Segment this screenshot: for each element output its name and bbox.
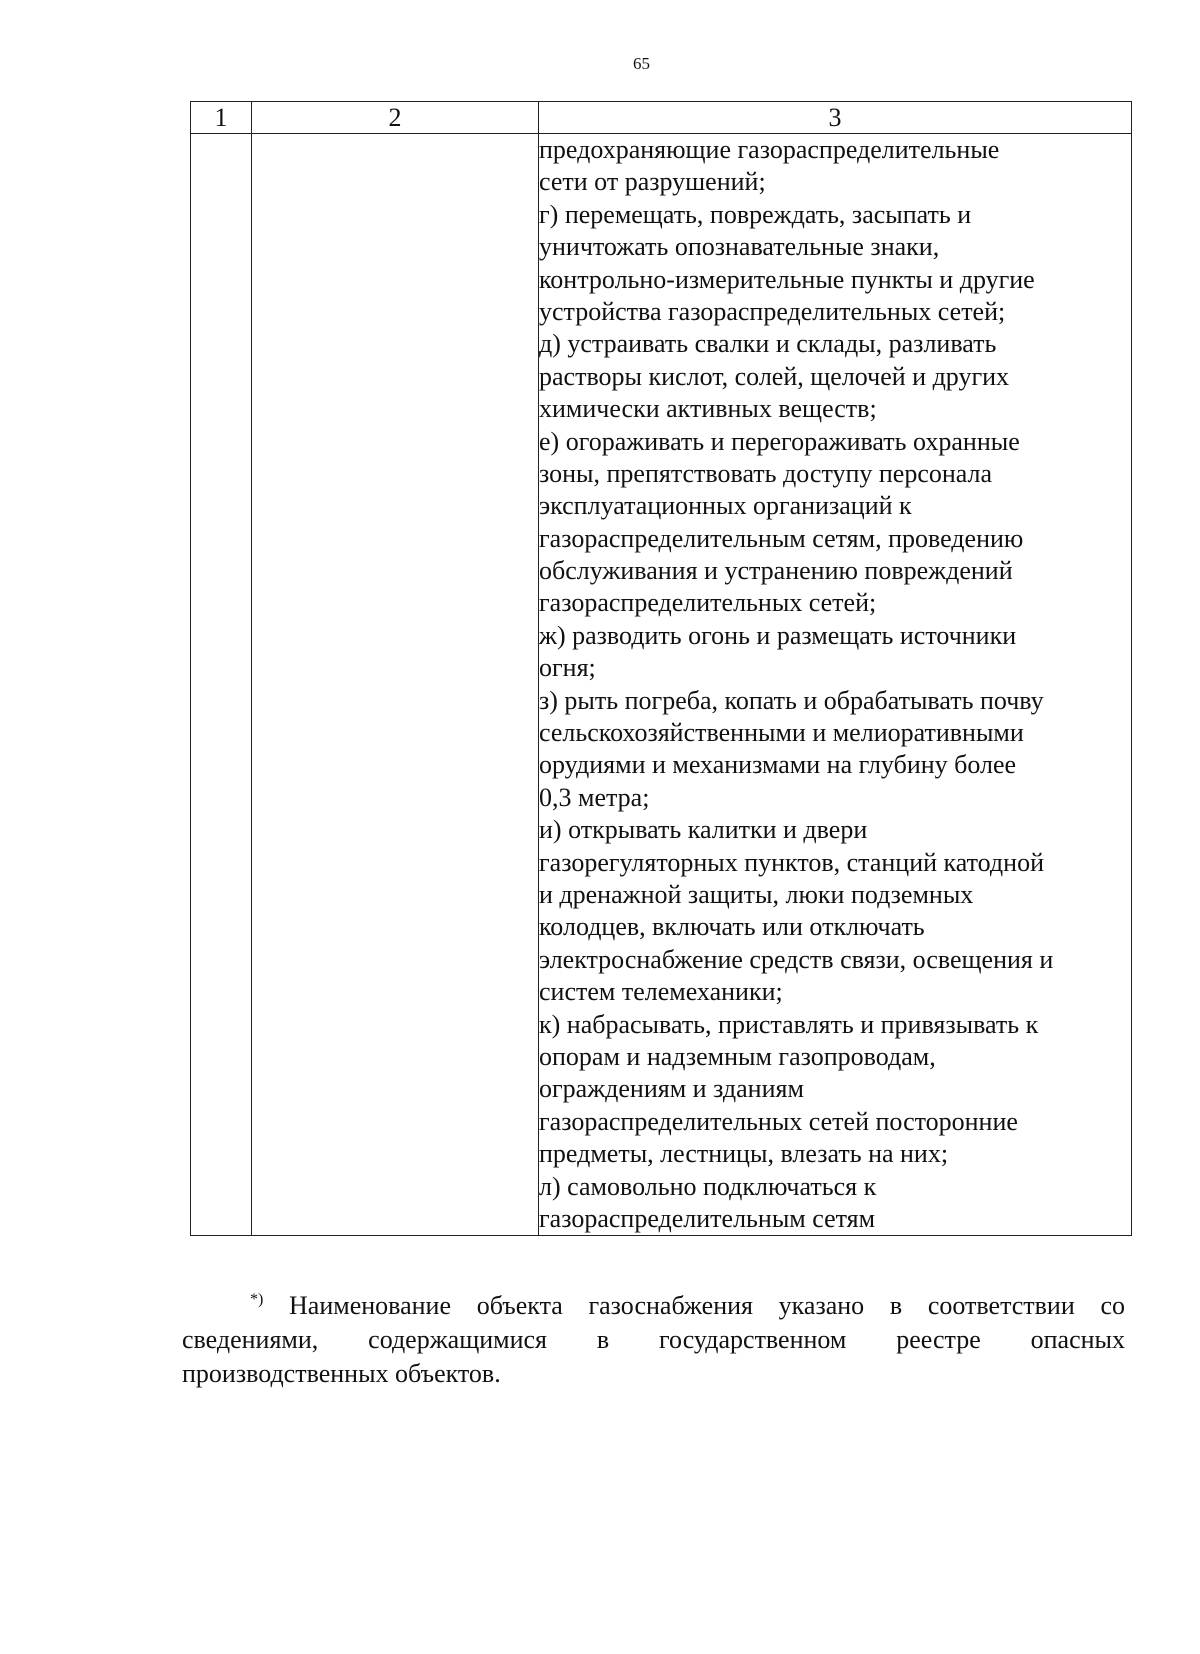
- column-2-cell: [252, 134, 539, 1236]
- table-text-line: л) самовольно подключаться к: [539, 1171, 877, 1201]
- column-3-cell: [539, 134, 1132, 1236]
- table-text-line: растворы кислот, солей, щелочей и других: [539, 361, 1010, 391]
- column-header-2: 2: [252, 102, 539, 134]
- table-text-line: з) рыть погреба, копать и обрабатывать почву: [539, 685, 1044, 715]
- table-text-line: сети от разрушений;: [539, 167, 766, 197]
- footnote: [182, 1283, 1125, 1391]
- table-text-line: обслуживания и устранению повреждений: [539, 556, 1013, 586]
- table-text-line: предохраняющие газораспределительные: [539, 135, 1000, 164]
- footnote-word: сведениями,: [182, 1325, 319, 1354]
- table-text-line: е) огораживать и перегораживать охранные: [539, 426, 1020, 456]
- table-text-line: устройства газораспределительных сетей;: [539, 296, 1006, 326]
- table-header-row: [191, 102, 1132, 134]
- footnote-word: реестре: [896, 1325, 981, 1354]
- table-text-line: газораспределительным сетям, проведению: [539, 523, 1024, 553]
- table-text-line: огня;: [539, 653, 596, 683]
- table-text-line: электроснабжение средств связи, освещения и: [539, 944, 1054, 974]
- table-text-line: ж) разводить огонь и размещать источники: [539, 620, 1017, 650]
- table-text-line: эксплуатационных организаций к: [539, 491, 912, 521]
- table-text-line: и) открывать калитки и двери: [539, 815, 868, 845]
- table-text-line: орудиями и механизмами на глубину более: [539, 750, 1017, 780]
- table-text-line: опорам и надземным газопроводам,: [539, 1041, 936, 1071]
- column-1-cell: [191, 134, 252, 1236]
- footnote-word: государственном: [659, 1325, 847, 1354]
- footnote-word: в: [596, 1325, 610, 1354]
- table-text-line: г) перемещать, повреждать, засыпать и: [539, 199, 972, 229]
- table-text-line: химически активных веществ;: [539, 394, 877, 424]
- column-header-1: 1: [191, 102, 252, 134]
- document-table: [190, 101, 1132, 1236]
- footnote-line-2: [182, 1323, 1125, 1357]
- table-text-line: систем телемеханики;: [539, 977, 783, 1007]
- table-text-line: газораспределительных сетей;: [539, 588, 877, 618]
- table-text-line: д) устраивать свалки и склады, разливать: [539, 329, 997, 359]
- table-text-line: контрольно-измерительные пункты и другие: [539, 264, 1035, 294]
- table-text-line: колодцев, включать или отключать: [539, 912, 925, 942]
- column-header-3: 3: [539, 102, 1132, 134]
- footnote-text-1: Наименование объекта газоснабжения указано в соответствии со: [289, 1291, 1125, 1320]
- table-text-line: газораспределительным сетям: [539, 1203, 876, 1233]
- table-text-line: сельскохозяйственными и мелиоративными: [539, 718, 1024, 748]
- table-text-line: 0,3 метра;: [539, 782, 650, 812]
- table-text-line: газорегуляторных пунктов, станций катодной: [539, 847, 1044, 877]
- table-text-line: ограждениям и зданиям: [539, 1074, 804, 1104]
- table-text-line: зоны, препятствовать доступу персонала: [539, 458, 993, 488]
- footnote-marker: *): [250, 1291, 264, 1308]
- footnote-line-1: [182, 1283, 1125, 1323]
- table-text-line: предметы, лестницы, влезать на них;: [539, 1139, 949, 1169]
- page-number: 65: [633, 54, 650, 73]
- table-text-line: уничтожать опознавательные знаки,: [539, 232, 940, 262]
- table-text-line: и дренажной защиты, люки подземных: [539, 879, 974, 909]
- footnote-word: содержащимися: [368, 1325, 548, 1354]
- footnote-word: опасных: [1030, 1325, 1125, 1354]
- table-text-line: газораспределительных сетей посторонние: [539, 1106, 1018, 1136]
- table-row: [191, 134, 1132, 1236]
- footnote-line-3: производственных объектов.: [182, 1359, 501, 1388]
- table-text-line: к) набрасывать, приставлять и привязывать к: [539, 1009, 1039, 1039]
